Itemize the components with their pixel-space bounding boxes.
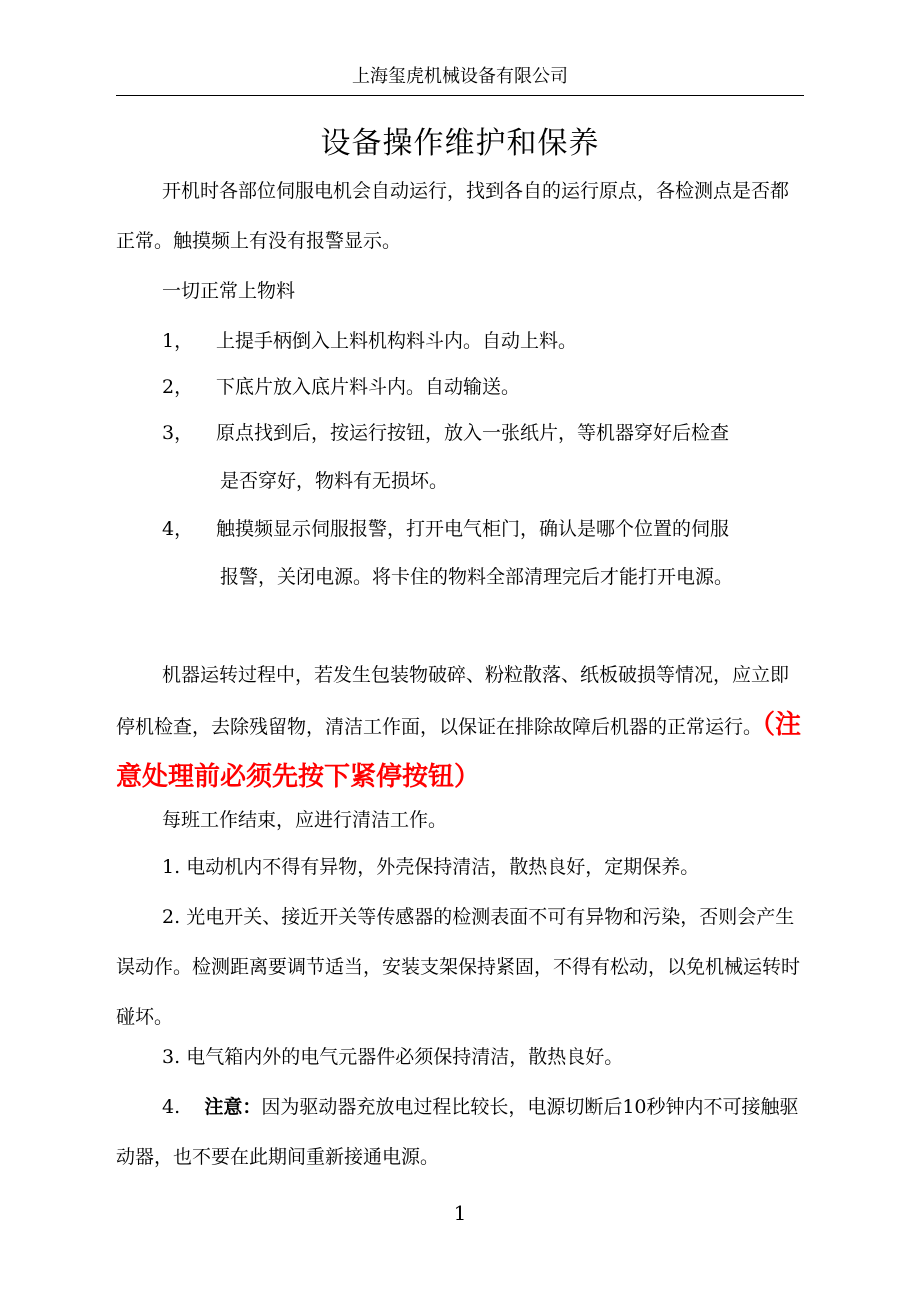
maintenance-item: [116, 1082, 804, 1182]
feed-heading: 一切正常上物料: [162, 280, 296, 302]
item-text: 光电开关、接近开关等传感器的检测表面不可有异物和污染，否则会产生误动作。检测距离要调节适当，安装支架保持紧固，不得有松动，以免机械运转时碰坏。: [116, 906, 801, 1028]
step-text-cont: 是否穿好，物料有无损坏。: [220, 470, 449, 492]
shift-end-paragraph: 每班工作结束，应进行清洁工作。: [162, 809, 448, 831]
emergency-stop-warning: （注意处理前必须先按下紧停按钮）: [116, 710, 802, 792]
step-text: 触摸频显示伺服报警，打开电气柜门，确认是哪个位置的伺服: [216, 518, 730, 540]
step-text: 上提手柄倒入上料机构料斗内。自动上料。: [216, 330, 578, 352]
running-paragraph: [116, 650, 804, 804]
item-text: 电动机内不得有异物，外壳保持清洁，散热良好，定期保养。: [186, 856, 700, 878]
maintenance-item: [116, 1032, 804, 1082]
document-title: 设备操作维护和保养: [320, 126, 600, 161]
step-number: 2，: [162, 376, 194, 398]
item-number: 3.: [162, 1046, 181, 1068]
item-text: 电气箱内外的电气元器件必须保持清洁，散热良好。: [186, 1046, 624, 1068]
step-text-cont: 报警，关闭电源。将卡住的物料全部清理完后才能打开电源。: [220, 566, 734, 588]
note-label: 注意：: [204, 1096, 262, 1118]
intro-paragraph: 开机时各部位伺服电机会自动运行，找到各自的运行原点，各检测点是否都正常。触摸频上有没有报警显示。: [116, 180, 790, 252]
step-text: 下底片放入底片料斗内。自动输送。: [216, 376, 521, 398]
page-header: 上海玺虎机械设备有限公司: [352, 66, 568, 87]
header-divider: [116, 95, 804, 96]
maintenance-item: [116, 842, 804, 892]
item-number: 2.: [162, 906, 181, 928]
step-text: 原点找到后，按运行按钮，放入一张纸片，等机器穿好后检查: [216, 422, 730, 444]
maintenance-item: [116, 892, 804, 1042]
page-number: 1: [453, 1201, 467, 1225]
step-number: 3，: [162, 422, 194, 444]
item-number: 4.: [162, 1096, 181, 1118]
step-number: 1，: [162, 330, 194, 352]
step-number: 4，: [162, 518, 194, 540]
item-text: 因为驱动器充放电过程比较长，电源切断后10秒钟内不可接触驱动器，也不要在此期间重新接通电源。: [116, 1096, 799, 1168]
item-number: 1.: [162, 856, 181, 878]
running-text: 机器运转过程中，若发生包装物破碎、粉粒散落、纸板破损等情况，应立即停机检查，去除残留物，清洁工作面，以保证在排除故障后机器的正常运行。: [116, 664, 790, 738]
